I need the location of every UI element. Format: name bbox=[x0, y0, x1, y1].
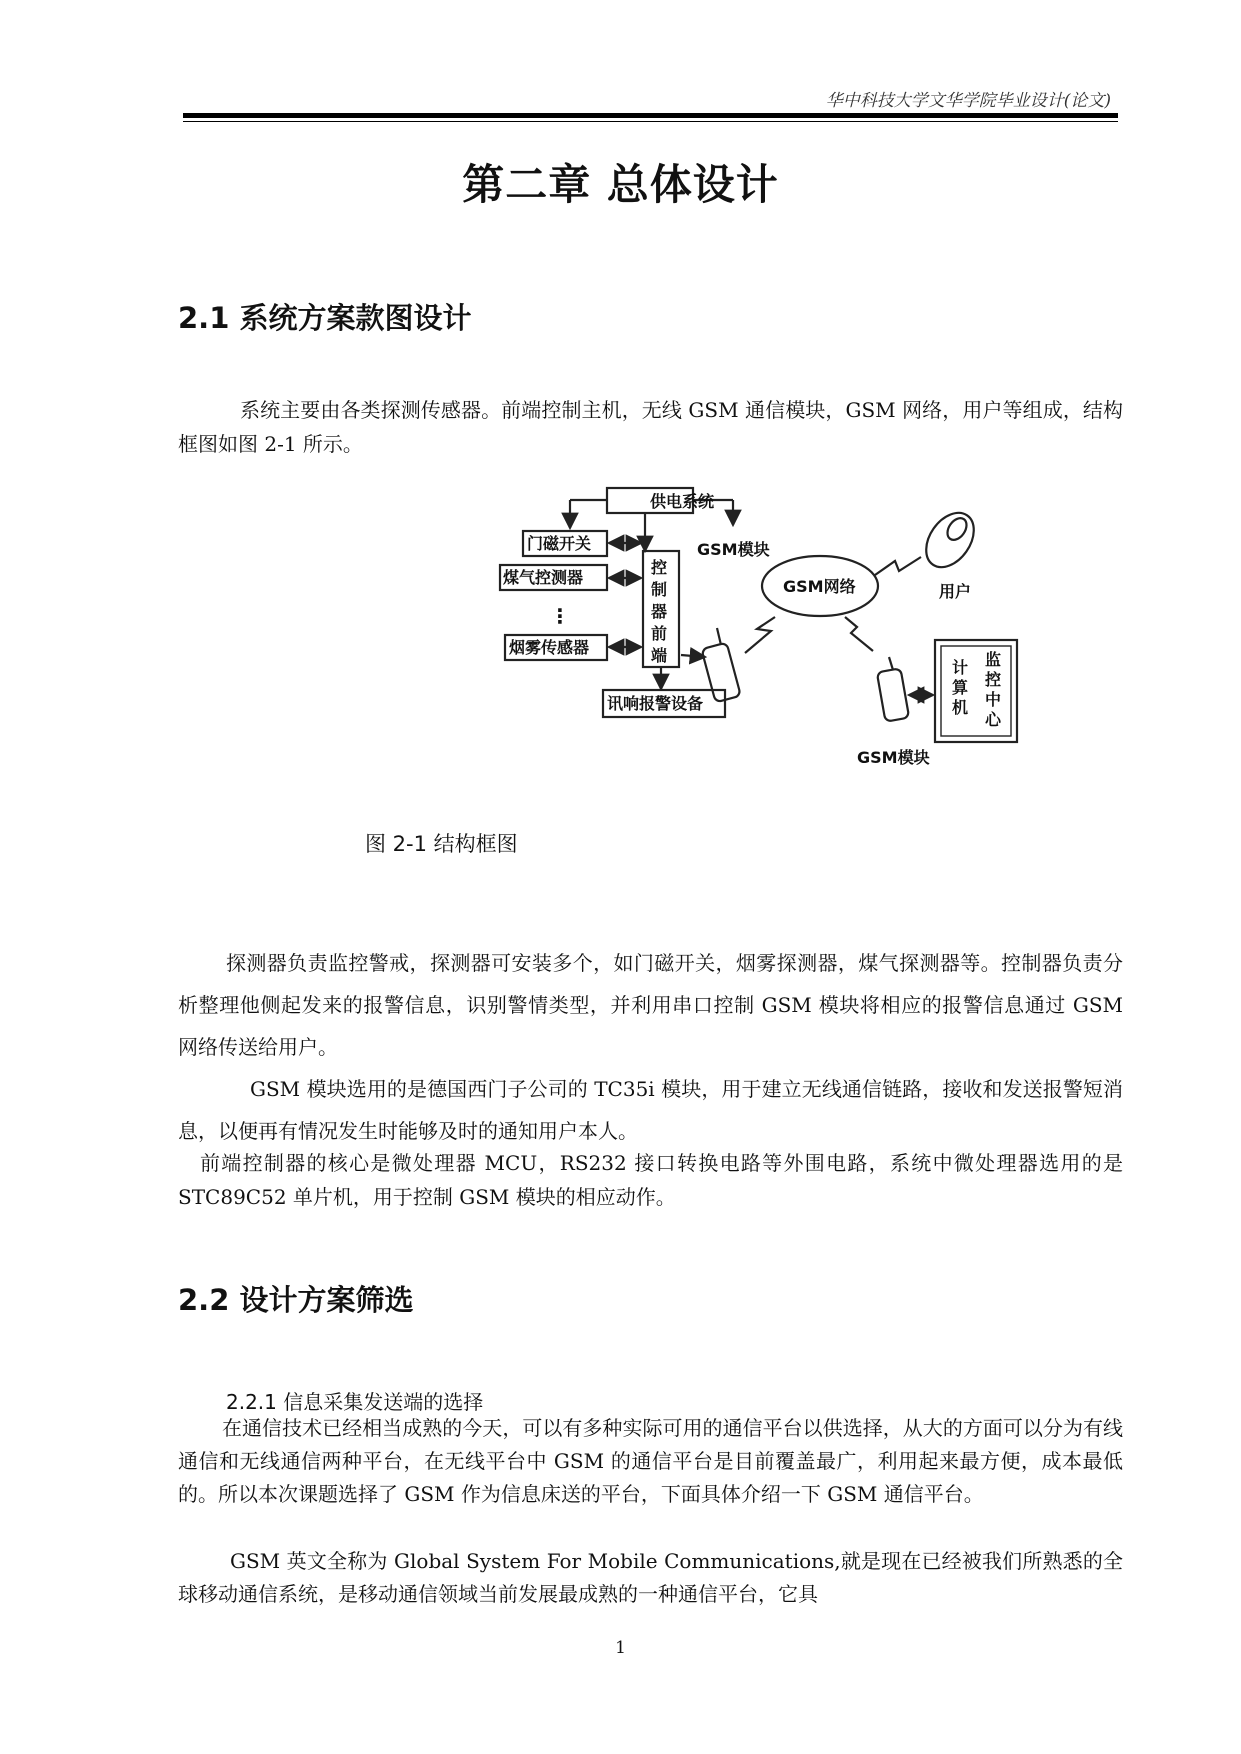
gsm-module-top-label: GSM模块 bbox=[697, 540, 770, 559]
paragraph-gsm-intro: GSM 英文全称为 Global System For Mobile Communications,就是现在已经被我们所熟悉的全球移动通信系统，是移动通信领域当前发展最成熟的一种通信平台，它具 bbox=[178, 1549, 1123, 1606]
smoke-sensor-label: 烟雾传感器 bbox=[509, 638, 590, 657]
monitor-char-1: 监 bbox=[985, 650, 1002, 669]
monitor-center-box bbox=[935, 640, 1017, 742]
chapter-title: 第二章 总体设计 bbox=[462, 160, 779, 209]
running-header: 华中科技大学文华学院毕业设计(论文) bbox=[825, 91, 1111, 111]
figure-caption: 图 2-1 结构框图 bbox=[365, 832, 518, 856]
section-2-1-title: 2.1 系统方案款图设计 bbox=[178, 301, 472, 335]
section-2-2-title: 2.2 设计方案筛选 bbox=[178, 1283, 414, 1317]
computer-char-1: 计 bbox=[952, 658, 969, 677]
computer-char-3: 机 bbox=[952, 698, 969, 717]
paragraph-platform-choice: 在通信技术已经相当成熟的今天，可以有多种实际可用的通信平台以供选择，从大的方面可以分为有线通信和无线通信两种平台，在无线平台中 GSM 的通信平台是目前覆盖最广，利用起来最方便，成本最低的。所以本次课题选择了 GSM 作为信息床送的平台，下面具体介绍一下 GSM 通信平台。 bbox=[178, 1416, 1123, 1506]
monitor-char-3: 中 bbox=[985, 690, 1002, 709]
door-sensor-label: 门磁开关 bbox=[527, 534, 592, 553]
gsm-network-label: GSM网络 bbox=[783, 577, 856, 596]
paragraph-2-1-intro: 系统主要由各类探测传感器。前端控制主机，无线 GSM 通信模块，GSM 网络，用户等组成，结构框图如图 2-1 所示。 bbox=[178, 398, 1123, 456]
controller-char-5: 端 bbox=[651, 646, 668, 665]
controller-char-2: 制 bbox=[651, 580, 668, 599]
gsm-module-bottom-label: GSM模块 bbox=[857, 748, 930, 767]
computer-char-2: 算 bbox=[952, 678, 969, 697]
alarm-device-label: 讯响报警设备 bbox=[607, 694, 704, 713]
header-rule-thick bbox=[183, 113, 1118, 118]
subsection-2-2-1-title: 2.2.1 信息采集发送端的选择 bbox=[226, 1390, 484, 1414]
controller-char-1: 控 bbox=[651, 558, 668, 577]
monitor-char-2: 控 bbox=[985, 670, 1002, 689]
paragraph-gsm-module: GSM 模块选用的是德国西门子公司的 TC35i 模块，用于建立无线通信链路，接收和发送报警短消息，以便再有情况发生时能够及时的通知用户本人。 bbox=[178, 1077, 1123, 1143]
power-system-label: 供电系统 bbox=[650, 492, 715, 511]
paragraph-detectors: 探测器负责监控警戒，探测器可安装多个，如门磁开关，烟雾探测器，煤气探测器等。控制器负责分析整理他侧起发来的报警信息，识别警情类型，并利用串口控制 GSM 模块将相应的报警信息通过 GSM 网络传送给用户。 bbox=[178, 951, 1123, 1059]
monitor-char-4: 心 bbox=[985, 710, 1002, 729]
header-rule-thin bbox=[183, 121, 1118, 122]
user-label: 用户 bbox=[939, 582, 972, 601]
controller-char-4: 前 bbox=[651, 624, 668, 643]
structure-diagram bbox=[495, 485, 1085, 770]
gsm-module-phone-left bbox=[701, 643, 740, 703]
gas-sensor-label: 煤气控测器 bbox=[503, 568, 584, 587]
gsm-module-phone-right bbox=[877, 668, 909, 721]
page-number: 1 bbox=[615, 1638, 626, 1658]
sensor-ellipsis: ⋮ bbox=[550, 604, 570, 628]
paragraph-controller: 前端控制器的核心是微处理器 MCU，RS232 接口转换电路等外围电路，系统中微处理器选用的是 STC89C52 单片机，用于控制 GSM 模块的相应动作。 bbox=[178, 1151, 1123, 1209]
controller-char-3: 器 bbox=[651, 602, 668, 621]
